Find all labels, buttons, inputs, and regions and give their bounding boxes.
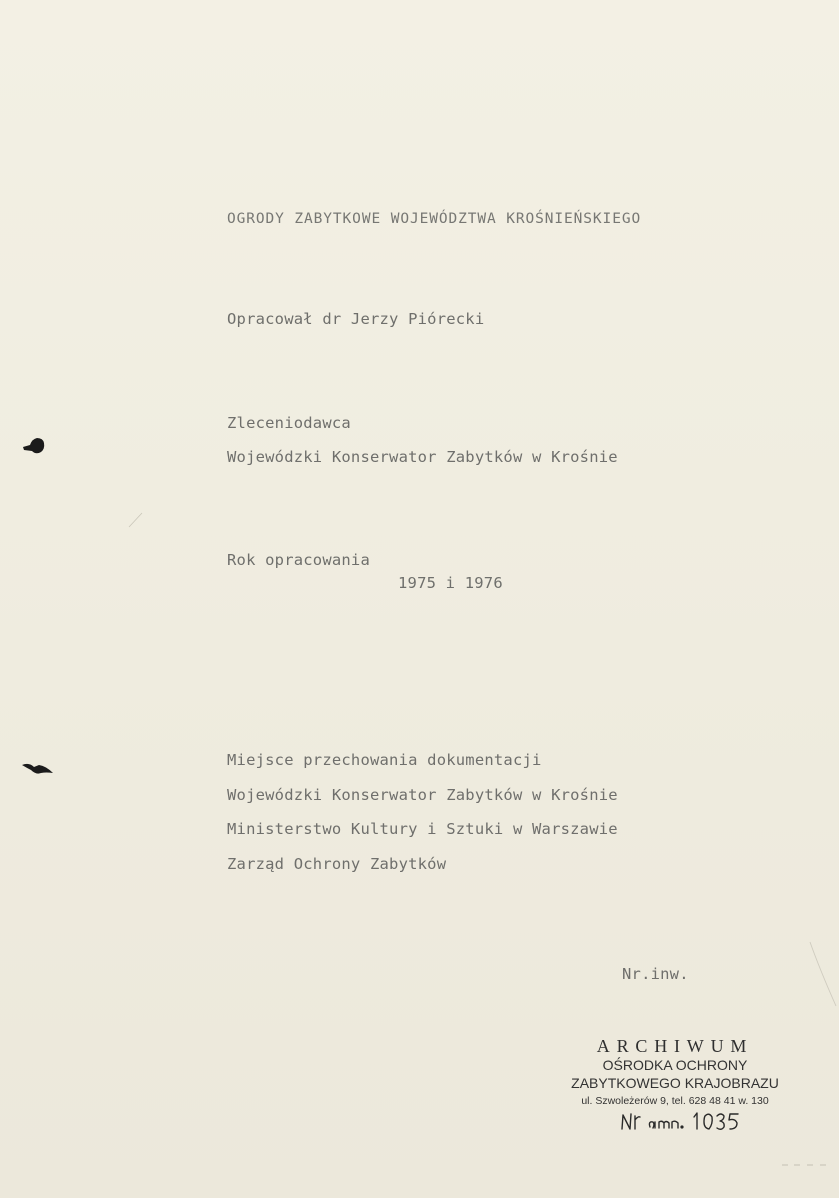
year-label: Rok opracowania xyxy=(227,551,370,569)
author-line: Opracował dr Jerzy Piórecki xyxy=(227,310,485,328)
stamp-line-landscape: ZABYTKOWEGO KRAJOBRAZU xyxy=(571,1075,779,1091)
inventory-label: Nr.inw. xyxy=(622,965,689,983)
stamp-line-archive: ARCHIWUM xyxy=(596,1036,754,1056)
client-name: Wojewódzki Konserwator Zabytków w Krośnie xyxy=(227,448,618,466)
storage-line-2: Ministerstwo Kultury i Sztuki w Warszawie xyxy=(227,820,618,838)
storage-label: Miejsce przechowania dokumentacji xyxy=(227,751,542,769)
paper-edge-crease xyxy=(808,940,838,1010)
handwritten-inventory-number xyxy=(620,1107,750,1133)
paper-edge-dashes xyxy=(780,1160,835,1170)
storage-line-3: Zarząd Ochrony Zabytków xyxy=(227,855,447,873)
paper-scratch-mark xyxy=(126,510,146,530)
stamp-line-address: ul. Szwoleżerów 9, tel. 628 48 41 w. 130 xyxy=(581,1095,769,1107)
document-title: OGRODY ZABYTKOWE WOJEWÓDZTWA KROŚNIEŃSKIEGO xyxy=(227,211,642,227)
client-label: Zleceniodawca xyxy=(227,414,351,432)
stamp-line-office: OŚRODKA OCHRONY xyxy=(602,1057,748,1073)
archive-stamp xyxy=(540,1036,810,1109)
binder-hole-mark-lower xyxy=(20,758,56,780)
binder-hole-mark-upper xyxy=(20,433,50,457)
year-value: 1975 i 1976 xyxy=(398,574,503,592)
storage-line-1: Wojewódzki Konserwator Zabytków w Krośnie xyxy=(227,786,618,804)
